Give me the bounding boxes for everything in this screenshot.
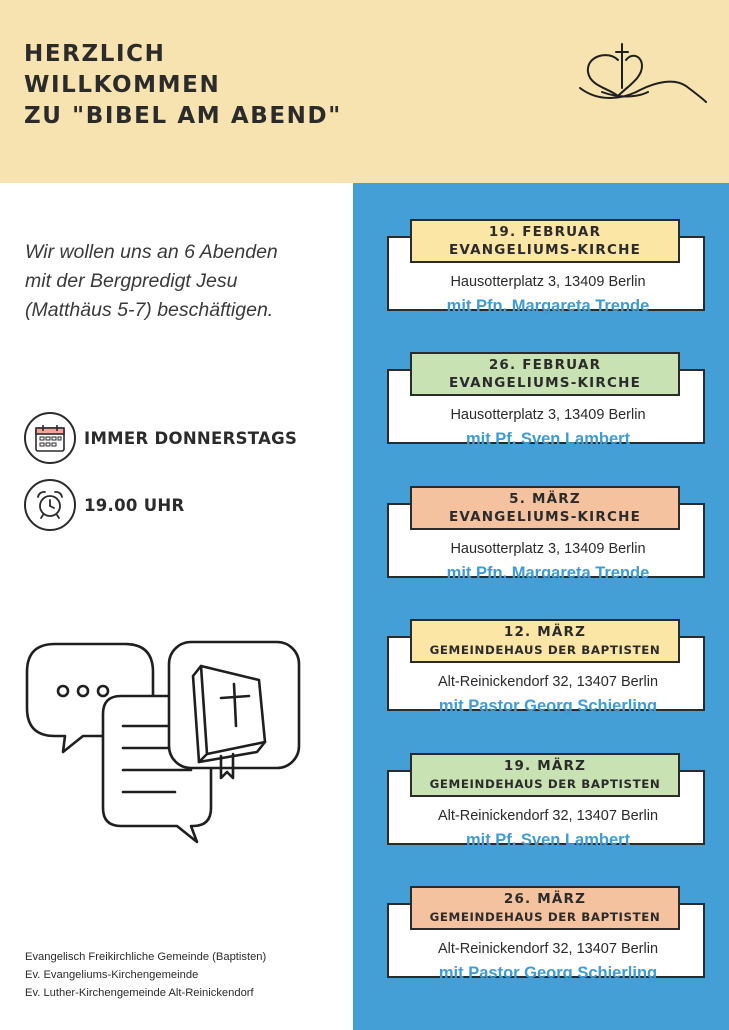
alarm-clock-icon [24, 479, 76, 531]
title-line-2: WILLKOMMEN [24, 72, 221, 98]
event-date: 19. FEBRUAR [488, 224, 602, 240]
footer-line: Ev. Luther-Kirchengemeinde Alt-Reinickendorf [25, 987, 254, 999]
event-date: 26. FEBRUAR [488, 357, 602, 373]
event-address: Hausotterplatz 3, 13409 Berlin [450, 407, 646, 423]
event-place: GEMEINDEHAUS DER BAPTISTEN [429, 777, 661, 791]
intro-text [25, 238, 335, 325]
time-info [24, 479, 185, 531]
footer-line: Ev. Evangeliums-Kirchengemeinde [25, 969, 199, 981]
event-place: EVANGELIUMS-KIRCHE [448, 509, 642, 525]
footer-organizers [25, 948, 266, 1002]
event-date-tag [410, 753, 680, 797]
event-card-2 [387, 352, 705, 456]
event-card-6 [387, 886, 705, 990]
event-date: 5. MÄRZ [509, 491, 581, 507]
event-address: Hausotterplatz 3, 13409 Berlin [450, 541, 646, 557]
event-date: 12. MÄRZ [503, 624, 587, 640]
event-place: EVANGELIUMS-KIRCHE [448, 375, 642, 391]
footer-line: Evangelisch Freikirchliche Gemeinde (Baptisten) [25, 951, 267, 963]
title-line-3: ZU "BIBEL AM ABEND" [24, 103, 342, 129]
intro-line: mit der Bergpredigt Jesu [25, 270, 238, 292]
weekday-label: IMMER DONNERSTAGS [84, 428, 298, 448]
bible-icon [169, 642, 299, 778]
event-host: mit Pf. Sven Lambert [465, 831, 631, 849]
event-address: Hausotterplatz 3, 13409 Berlin [450, 274, 646, 290]
event-host: mit Pastor Georg Schierling [438, 964, 658, 982]
calendar-icon [24, 412, 76, 464]
intro-line: Wir wollen uns an 6 Abenden [25, 241, 278, 263]
event-place: GEMEINDEHAUS DER BAPTISTEN [429, 910, 661, 924]
event-host: mit Pfn. Margareta Trende [446, 297, 650, 315]
title-line-1: HERZLICH [24, 41, 166, 67]
event-date: 19. MÄRZ [503, 758, 587, 774]
event-card-4 [387, 619, 705, 723]
event-address: Alt-Reinickendorf 32, 13407 Berlin [437, 941, 659, 957]
event-place: GEMEINDEHAUS DER BAPTISTEN [429, 643, 661, 657]
event-card-3 [387, 486, 705, 590]
event-date-tag [410, 886, 680, 930]
event-host: mit Pf. Sven Lambert [465, 430, 631, 448]
event-address: Alt-Reinickendorf 32, 13407 Berlin [437, 674, 659, 690]
event-date: 26. MÄRZ [503, 891, 587, 907]
event-date-tag [410, 486, 680, 530]
chat-bible-illustration [25, 636, 305, 846]
event-host: mit Pfn. Margareta Trende [446, 564, 650, 582]
event-place: EVANGELIUMS-KIRCHE [448, 242, 642, 258]
event-date-tag [410, 352, 680, 396]
header-banner [0, 0, 729, 183]
event-card-1 [387, 219, 705, 323]
intro-line: (Matthäus 5-7) beschäftigen. [25, 299, 274, 321]
event-address: Alt-Reinickendorf 32, 13407 Berlin [437, 808, 659, 824]
page-title [24, 39, 342, 132]
weekday-info [24, 412, 297, 464]
event-card-5 [387, 753, 705, 857]
church-heart-cross-logo [578, 38, 710, 120]
time-label: 19.00 UHR [84, 495, 185, 515]
event-date-tag [410, 219, 680, 263]
event-host: mit Pastor Georg Schierling [438, 697, 658, 715]
event-date-tag [410, 619, 680, 663]
